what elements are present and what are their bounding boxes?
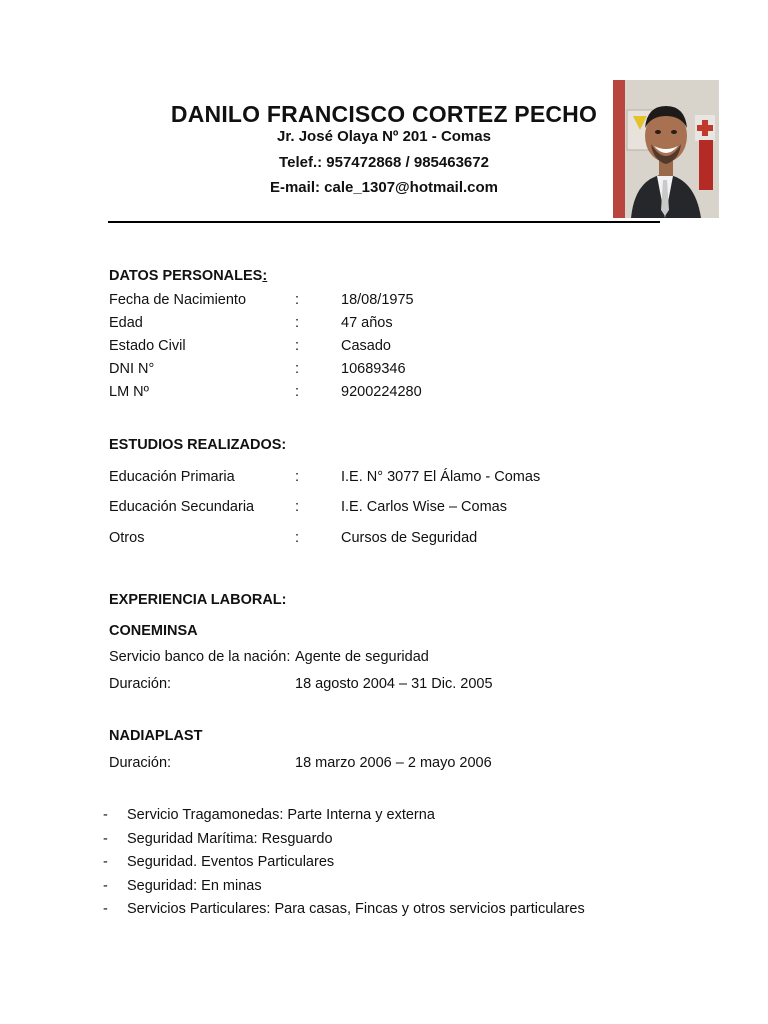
- bullet-marker: -: [103, 831, 108, 847]
- section-personal-title: [109, 268, 267, 284]
- label-others: Otros: [109, 530, 145, 546]
- personal-title-colon: :: [262, 268, 268, 284]
- phone: Telef.: 957472868 / 985463672: [279, 154, 489, 171]
- section-experience-title: EXPERIENCIA LABORAL:: [109, 592, 287, 608]
- separator: :: [295, 384, 300, 400]
- label-lm: LM Nº: [109, 384, 149, 400]
- profile-photo: [613, 80, 719, 218]
- separator: :: [295, 338, 300, 354]
- value-primary: I.E. N° 3077 El Álamo - Comas: [341, 469, 541, 485]
- label-birthdate: Fecha de Nacimiento: [109, 292, 247, 308]
- section-studies-title: ESTUDIOS REALIZADOS:: [109, 437, 287, 453]
- label-secondary: Educación Secundaria: [109, 499, 255, 515]
- value-duration: 18 agosto 2004 – 31 Dic. 2005: [295, 676, 493, 692]
- value-civil-status: Casado: [341, 338, 391, 354]
- email: E-mail: cale_1307@hotmail.com: [269, 179, 499, 196]
- label-duration: Duración:: [109, 755, 172, 771]
- separator: :: [295, 469, 300, 485]
- bullet-item: Servicio Tragamonedas: Parte Interna y externa: [127, 807, 435, 823]
- value-birthdate: 18/08/1975: [341, 292, 414, 308]
- company-coneminsa: CONEMINSA: [109, 623, 198, 639]
- separator: :: [295, 361, 300, 377]
- label-civil-status: Estado Civil: [109, 338, 186, 354]
- separator: :: [295, 315, 300, 331]
- bullet-item: Seguridad. Eventos Particulares: [127, 854, 335, 870]
- label-dni: DNI N°: [109, 361, 155, 377]
- separator: :: [295, 292, 300, 308]
- candidate-name: DANILO FRANCISCO CORTEZ PECHO: [170, 101, 598, 127]
- value-others: Cursos de Seguridad: [341, 530, 478, 546]
- value-duration: 18 marzo 2006 – 2 mayo 2006: [295, 755, 492, 771]
- address: Jr. José Olaya Nº 201 - Comas: [277, 128, 491, 145]
- label-age: Edad: [109, 315, 143, 331]
- bullet-marker: -: [103, 901, 108, 917]
- value-dni: 10689346: [341, 361, 406, 377]
- label-duration: Duración:: [109, 676, 172, 692]
- company-nadiaplast: NADIAPLAST: [109, 728, 203, 744]
- bullet-marker: -: [103, 878, 108, 894]
- header-divider: [108, 221, 660, 223]
- value-lm: 9200224280: [341, 384, 422, 400]
- profile-photo-illustration: [613, 80, 719, 218]
- value-role: Agente de seguridad: [295, 649, 429, 665]
- label-primary: Educación Primaria: [109, 469, 235, 485]
- bullet-marker: -: [103, 854, 108, 870]
- label-role: Servicio banco de la nación:: [109, 649, 291, 665]
- bullet-marker: -: [103, 807, 108, 823]
- bullet-item: Servicios Particulares: Para casas, Fincas y otros servicios particulares: [127, 901, 585, 917]
- bullet-item: Seguridad Marítima: Resguardo: [127, 831, 333, 847]
- personal-title-text: DATOS PERSONALES: [109, 268, 263, 284]
- value-age: 47 años: [341, 315, 393, 331]
- separator: :: [295, 499, 300, 515]
- separator: :: [295, 530, 300, 546]
- bullet-item: Seguridad: En minas: [127, 878, 262, 894]
- value-secondary: I.E. Carlos Wise – Comas: [341, 499, 507, 515]
